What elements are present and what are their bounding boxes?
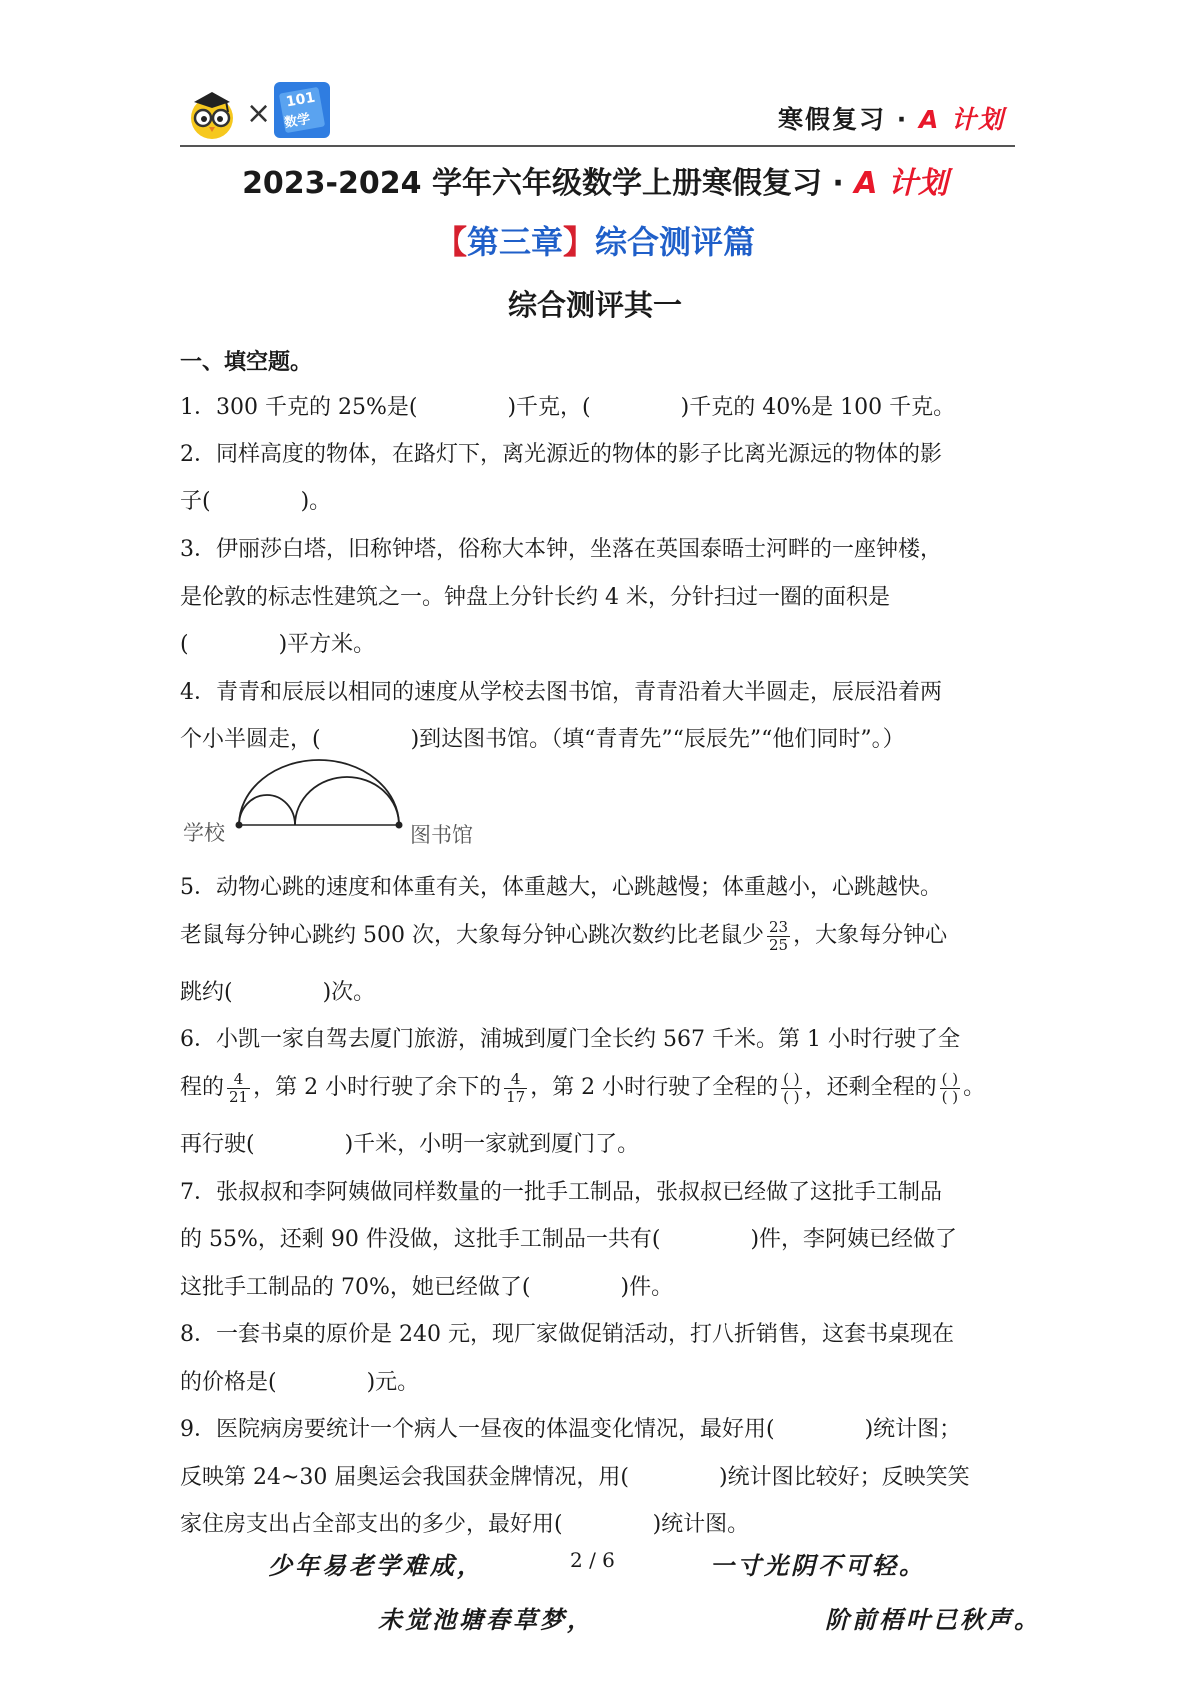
question-9-cont: 反映第 24~30 届奥运会我国获金牌情况，用( )统计图比较好；反映笑笑	[180, 1465, 970, 1490]
fraction-blank: $\frac{( )}{( )}$	[941, 1070, 959, 1106]
question-7-cont2: 这批手工制品的 70%，她已经做了( )件。	[180, 1275, 674, 1300]
footer-poem-line-3: 未觉池塘春草梦，	[378, 1605, 594, 1634]
question-3-cont2: ( )平方米。	[180, 632, 376, 657]
fraction-blank: $\frac{( )}{( )}$	[783, 1070, 800, 1106]
library-label: 图书馆	[410, 823, 473, 847]
page-number: 2 / 6	[570, 1548, 615, 1572]
header-divider	[180, 145, 1015, 147]
logo-separator: ×	[246, 96, 272, 131]
footer-poem-line-1: 少年易老学难成，	[268, 1551, 484, 1580]
question-5-cont: 老鼠每分钟心跳约 500 次，大象每分钟心跳次数约比老鼠少 $\frac{23}{25}$ ，大象每分钟心	[180, 918, 948, 954]
question-9: 9．医院病房要统计一个病人一昼夜的体温变化情况，最好用( )统计图；	[180, 1417, 962, 1442]
owl-logo-icon	[186, 88, 238, 140]
math-101-logo: 101 数学	[274, 82, 330, 138]
school-label: 学校	[183, 821, 225, 845]
section-subtitle: 综合测评其一	[507, 288, 682, 322]
fraction: $\frac{23}{25}$	[768, 918, 789, 954]
question-3: 3．伊丽莎白塔，旧称钟塔，俗称大本钟，坐落在英国泰晤士河畔的一座钟楼，	[180, 537, 942, 562]
question-5: 5．动物心跳的速度和体重有关，体重越大，心跳越慢；体重越小，心跳越快。	[180, 875, 942, 900]
question-8: 8．一套书桌的原价是 240 元，现厂家做促销活动，打八折销售，这套书桌现在	[180, 1322, 954, 1347]
semicircle-diagram	[178, 755, 498, 850]
question-2: 2．同样高度的物体，在路灯下，离光源近的物体的影子比离光源远的物体的影	[180, 442, 942, 467]
question-7-cont: 的 55%，还剩 90 件没做，这批手工制品一共有( )件，李阿姨已经做了	[180, 1227, 958, 1252]
question-9-cont2: 家住房支出占全部支出的多少，最好用( )统计图。	[180, 1512, 750, 1537]
footer-poem-line-4: 阶前梧叶已秋声。	[825, 1605, 1041, 1634]
page-header	[180, 82, 1015, 144]
section-heading: 一、填空题。	[180, 350, 313, 375]
question-2-cont: 子( )。	[180, 489, 332, 514]
question-6-cont: 程的 $\frac{4}{21}$ ，第 2 小时行驶了余下的 $\frac{4}{17}$ ，第 2 小时行驶了全程的 $\frac{( )}{( )}$ ，还剩全程的 $\frac{( )}{( )}$ 。	[180, 1070, 986, 1106]
question-7: 7．张叔叔和李阿姨做同样数量的一批手工制品，张叔叔已经做了这批手工制品	[180, 1180, 942, 1205]
question-6-cont2: 再行驶( )千米，小明一家就到厦门了。	[180, 1132, 640, 1157]
question-4-cont: 个小半圆走，( )到达图书馆。（填“青青先”“辰辰先”“他们同时”。）	[180, 727, 905, 752]
chapter-title: 【第三章】综合测评篇	[434, 223, 756, 261]
footer-poem-line-2: 一寸光阴不可轻。	[710, 1551, 926, 1580]
question-5-cont2: 跳约( )次。	[180, 980, 376, 1005]
fraction: $\frac{4}{21}$	[229, 1070, 249, 1106]
question-3-cont: 是伦敦的标志性建筑之一。钟盘上分针长约 4 米，分针扫过一圈的面积是	[180, 585, 890, 610]
question-4: 4．青青和辰辰以相同的速度从学校去图书馆，青青沿着大半圆走，辰辰沿着两	[180, 680, 942, 705]
question-1: 1．300 千克的 25%是( )千克，( )千克的 40%是 100 千克。	[180, 395, 956, 420]
question-6: 6．小凯一家自驾去厦门旅游，浦城到厦门全长约 567 千米。第 1 小时行驶了全	[180, 1027, 960, 1052]
header-plan-label: 寒假复习 · A 计划	[778, 105, 1005, 134]
question-8-cont: 的价格是( )元。	[180, 1370, 420, 1395]
page-title: 2023-2024 学年六年级数学上册寒假复习 · A 计划	[242, 166, 948, 201]
fraction: $\frac{4}{17}$	[506, 1070, 526, 1106]
